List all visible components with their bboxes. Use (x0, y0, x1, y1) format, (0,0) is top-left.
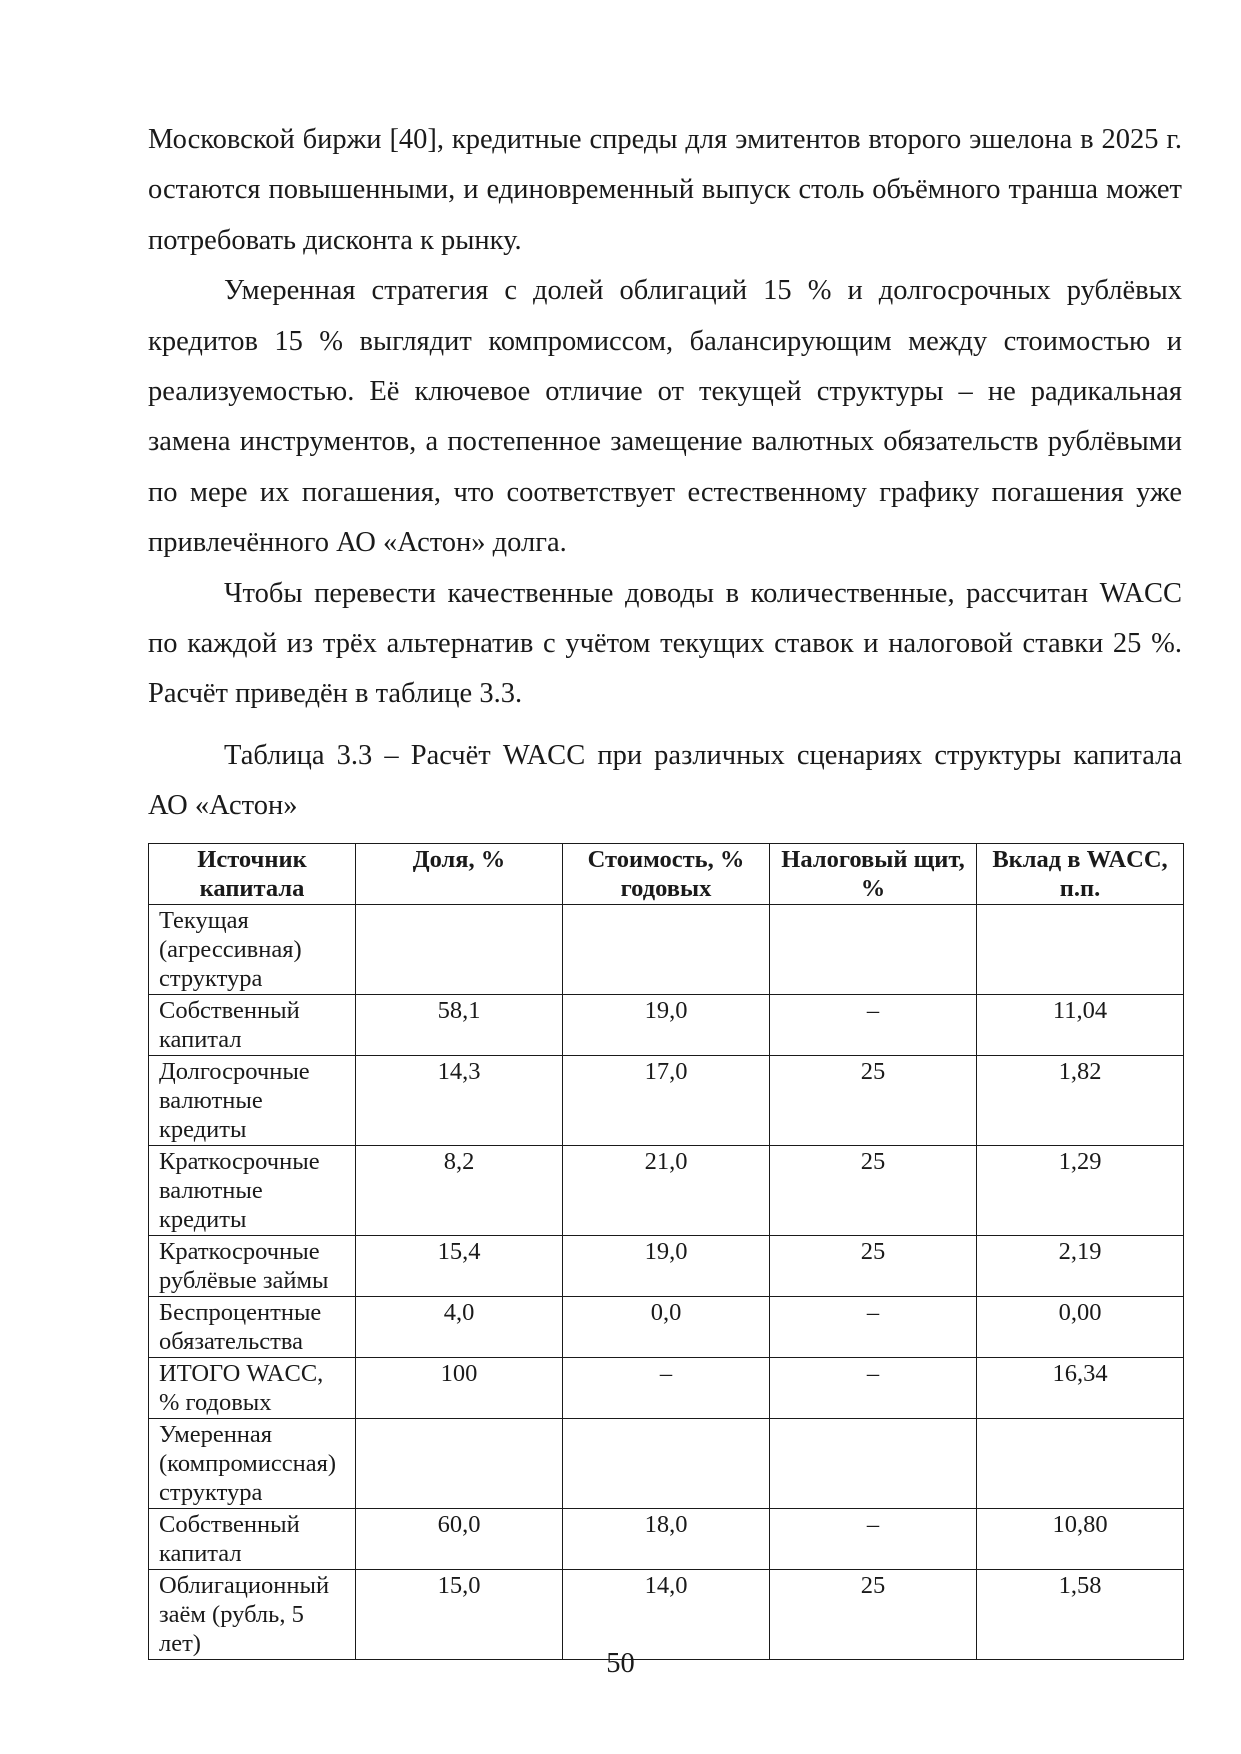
table-cell-value (977, 904, 1184, 994)
wacc-table (148, 843, 1184, 1660)
header-source: Источник капитала (149, 843, 356, 904)
table-caption: Таблица 3.3 – Расчёт WACC при различных сценариях структуры капитала АО «Астон» (148, 739, 1182, 822)
table-cell-source: Беспроцентные обязательства (149, 1296, 356, 1357)
table-cell-value: 25 (770, 1145, 977, 1235)
table-cell-value: 4,0 (356, 1296, 563, 1357)
table-cell-value: 21,0 (563, 1145, 770, 1235)
table-cell-value: 25 (770, 1235, 977, 1296)
table-cell-value: 15,4 (356, 1235, 563, 1296)
table-cell-value: 1,58 (977, 1569, 1184, 1659)
table-cell-value (356, 904, 563, 994)
table-cell-value: – (770, 1508, 977, 1569)
table-cell-value: 10,80 (977, 1508, 1184, 1569)
table-cell-value: 16,34 (977, 1357, 1184, 1418)
table-cell-value: 15,0 (356, 1569, 563, 1659)
table-cell-value: 18,0 (563, 1508, 770, 1569)
table-cell-source: ИТОГО WACC, % годовых (149, 1357, 356, 1418)
paragraph-1: Московской биржи [40], кредитные спреды для эмитентов второго эшелона в 2025 г. остаются повышенными, и единовременный выпуск столь объёмного транша может потребовать дисконта к рынку. (148, 124, 1182, 256)
table-cell-value: 14,3 (356, 1055, 563, 1145)
table-cell-value: – (770, 1296, 977, 1357)
table-row (149, 1235, 1184, 1296)
table-cell-value (770, 904, 977, 994)
table-header-row (149, 843, 1184, 904)
paragraph-2: Умеренная стратегия с долей облигаций 15 % и долгосрочных рублёвых кредитов 15 % выглядит компромиссом, балансирующим между стоимостью и реализуемостью. Её ключевое отличие от текущей структуры – не радикальная замена инструментов, а постепенное замещение валютных обязательств рублёвыми по мере их погашения, что соответствует естественному графику погашения уже привлечённого АО «Астон» долга. (148, 275, 1182, 559)
table-cell-value: 11,04 (977, 994, 1184, 1055)
page-number: 50 (606, 1648, 635, 1679)
table-row (149, 1569, 1184, 1659)
table-cell-value (563, 1418, 770, 1508)
table-cell-value: 25 (770, 1569, 977, 1659)
paragraph-3: Чтобы перевести качественные доводы в количественные, рассчитан WACC по каждой из трёх альтернатив с учётом текущих ставок и налоговой ставки 25 %. Расчёт приведён в таблице 3.3. (148, 577, 1182, 710)
table-cell-source: Текущая (агрессивная) структура (149, 904, 356, 994)
table-cell-value: 8,2 (356, 1145, 563, 1235)
table-cell-value: – (563, 1357, 770, 1418)
table-cell-value: 60,0 (356, 1508, 563, 1569)
table-cell-value: 58,1 (356, 994, 563, 1055)
table-cell-value: 0,00 (977, 1296, 1184, 1357)
table-cell-value: 25 (770, 1055, 977, 1145)
table-cell-value (563, 904, 770, 994)
table-cell-source: Облигационный заём (рубль, 5 лет) (149, 1569, 356, 1659)
table-cell-source: Умеренная (компромиссная) структура (149, 1418, 356, 1508)
table-row (149, 1296, 1184, 1357)
table-cell-value (770, 1418, 977, 1508)
header-cost: Стоимость, % годовых (563, 843, 770, 904)
table-row (149, 1508, 1184, 1569)
header-wacc-contribution: Вклад в WACC, п.п. (977, 843, 1184, 904)
table-cell-value: 19,0 (563, 994, 770, 1055)
table-cell-source: Собственный капитал (149, 1508, 356, 1569)
header-share: Доля, % (356, 843, 563, 904)
table-cell-value: 100 (356, 1357, 563, 1418)
table-cell-source: Собственный капитал (149, 994, 356, 1055)
table-cell-value (356, 1418, 563, 1508)
table-body (149, 904, 1184, 1659)
table-cell-value (977, 1418, 1184, 1508)
header-tax-shield: Налоговый щит, % (770, 843, 977, 904)
table-row (149, 994, 1184, 1055)
table-cell-value: 1,29 (977, 1145, 1184, 1235)
table-cell-value: 1,82 (977, 1055, 1184, 1145)
table-cell-value: – (770, 1357, 977, 1418)
table-row (149, 1055, 1184, 1145)
table-cell-value: 0,0 (563, 1296, 770, 1357)
table-cell-source: Краткосрочные валютные кредиты (149, 1145, 356, 1235)
table-row (149, 904, 1184, 994)
table-row (149, 1145, 1184, 1235)
table-cell-value: 19,0 (563, 1235, 770, 1296)
table-cell-value: 17,0 (563, 1055, 770, 1145)
table-cell-value: 14,0 (563, 1569, 770, 1659)
table-cell-value: – (770, 994, 977, 1055)
page-content (148, 115, 1182, 1660)
table-row (149, 1418, 1184, 1508)
table-cell-value: 2,19 (977, 1235, 1184, 1296)
table-cell-source: Долгосрочные валютные кредиты (149, 1055, 356, 1145)
table-row (149, 1357, 1184, 1418)
table-cell-source: Краткосрочные рублёвые займы (149, 1235, 356, 1296)
